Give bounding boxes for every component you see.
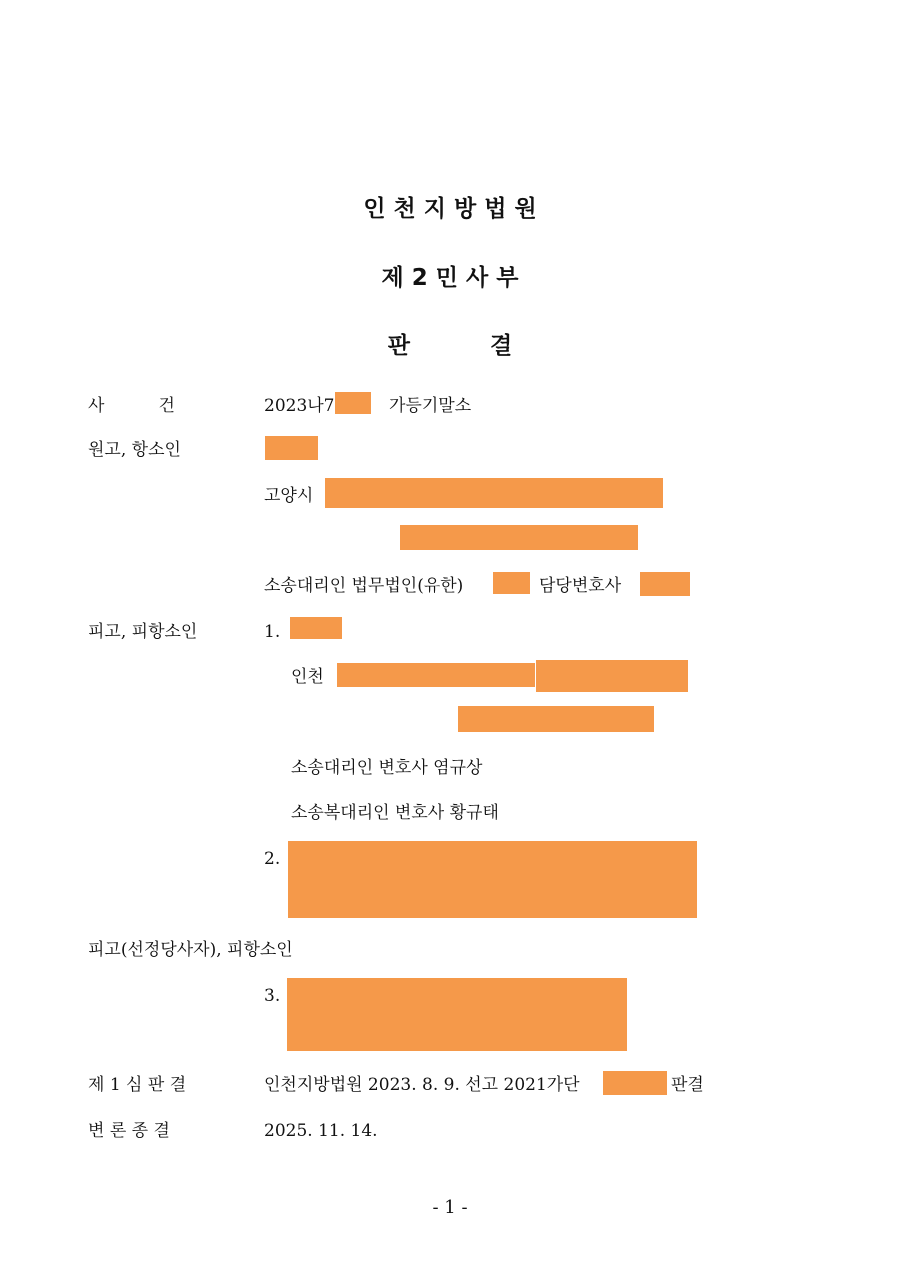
division-name: 제 2 민 사 부 [381, 265, 519, 291]
redaction-defendant-1-name [290, 617, 342, 639]
plaintiff-attorney-prefix: 소송대리인 법무법인(유한) [264, 576, 464, 596]
redaction-case-number [335, 392, 371, 414]
defendant-label: 피고, 피항소인 [88, 622, 198, 642]
plaintiff-attorney-mid: 담당변호사 [539, 576, 622, 596]
plaintiff-label: 원고, 항소인 [88, 440, 181, 460]
redaction-attorney-name [640, 572, 690, 596]
first-instance-suffix: 판결 [671, 1075, 704, 1095]
selected-party-label: 피고(선정당사자), 피항소인 [88, 940, 293, 960]
case-label: 사 건 [88, 396, 175, 416]
redaction-defendant-1-address-1 [337, 663, 535, 687]
redaction-defendant-1-address-3 [458, 706, 654, 732]
defendant-1-index: 1. [264, 622, 281, 642]
case-number: 2023나7 [264, 396, 335, 416]
closing-label: 변 론 종 결 [88, 1121, 170, 1141]
plaintiff-address-prefix: 고양시 [264, 486, 314, 506]
case-name: 가등기말소 [389, 396, 472, 416]
court-name: 인 천 지 방 법 원 [363, 196, 537, 222]
closing-date: 2025. 11. 14. [264, 1121, 378, 1141]
redaction-defendant-3 [287, 978, 627, 1051]
document-type: 판 결 [387, 333, 513, 359]
redaction-plaintiff-name [265, 436, 318, 460]
redaction-defendant-2 [288, 841, 697, 918]
redaction-law-firm [493, 572, 530, 594]
defendant-1-address-prefix: 인천 [291, 667, 324, 687]
redaction-plaintiff-address-1 [325, 478, 663, 508]
defendant-1-sub-attorney: 소송복대리인 변호사 황규태 [291, 803, 499, 823]
page-number: - 1 - [432, 1197, 468, 1218]
first-instance-value: 인천지방법원 2023. 8. 9. 선고 2021가단 [264, 1075, 580, 1095]
first-instance-label: 제 1 심 판 결 [88, 1075, 187, 1095]
defendant-2-index: 2. [264, 849, 281, 869]
redaction-plaintiff-address-2 [400, 525, 638, 550]
redaction-first-instance-case [603, 1071, 667, 1095]
defendant-3-index: 3. [264, 986, 281, 1006]
redaction-defendant-1-address-2 [536, 660, 688, 692]
defendant-1-attorney: 소송대리인 변호사 염규상 [291, 758, 483, 778]
